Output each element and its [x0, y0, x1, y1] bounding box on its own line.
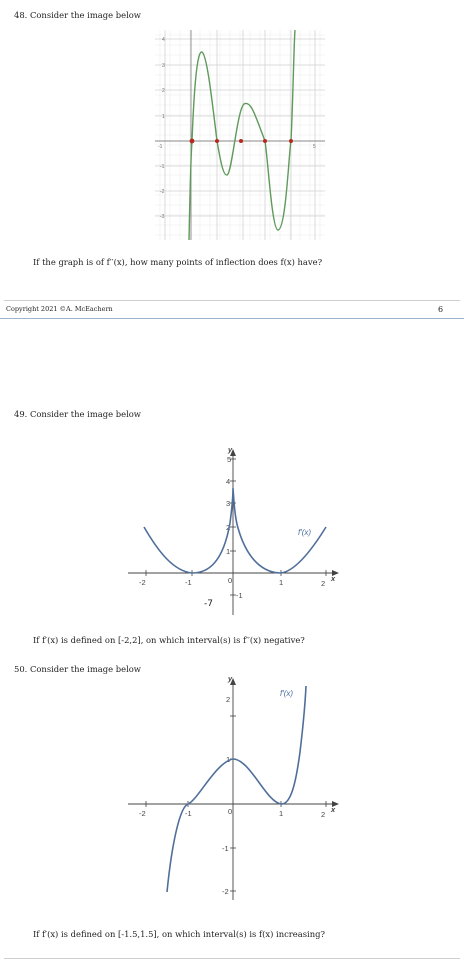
- q50-ytick-m1: -1: [222, 844, 229, 853]
- q48-question: If the graph is of f′′(x), how many points of inflection does f(x) have?: [33, 257, 323, 267]
- q50-ytick-1: 1: [226, 755, 231, 764]
- page-break: [0, 318, 464, 319]
- q49-ytick-2: 2: [226, 523, 231, 532]
- q49-ytick-m1: -1: [236, 591, 243, 600]
- footer-copyright: Copyright 2021 ©A. McEachern: [6, 305, 113, 313]
- q49-axis-y: y: [228, 445, 233, 454]
- q48-zero-0: [190, 139, 195, 144]
- q49-xtick-m1: -1: [185, 578, 192, 587]
- q49-xtick-1: 1: [279, 578, 284, 587]
- footer-rule-top: [4, 300, 460, 301]
- q48-zero-2: [239, 139, 243, 143]
- q48-heading: 48. Consider the image below: [14, 10, 141, 20]
- q48-grid: [155, 30, 325, 240]
- q48-ytick-m3: -3: [160, 214, 165, 220]
- q49-annotation: -7: [204, 599, 213, 609]
- q48-zero-1: [215, 139, 219, 143]
- q49-heading: 49. Consider the image below: [14, 409, 141, 419]
- q48-xtick-5: 5: [313, 144, 316, 150]
- q49-graph: [128, 443, 348, 615]
- footer-rule-bottom: [4, 958, 460, 959]
- q48-ytick-m1: -1: [160, 164, 165, 170]
- q50-xtick-m2: -2: [139, 809, 146, 818]
- q49-curve-label: f′(x): [298, 528, 312, 537]
- q48-ytick-1: 1: [162, 114, 165, 120]
- q50-question: If f′(x) is defined on [-1.5,1.5], on which interval(s) is f(x) increasing?: [33, 929, 325, 939]
- q50-graph: [128, 672, 348, 902]
- q49-xtick-2: 2: [321, 579, 326, 588]
- q50-ytick-m2: -2: [222, 887, 229, 896]
- q49-axis-x: x: [331, 574, 336, 583]
- q50-ytick-2: 2: [226, 695, 231, 704]
- q49-ytick-4: 4: [226, 477, 231, 486]
- q50-axis-x: x: [331, 805, 336, 814]
- q48-ytick-2: 2: [162, 88, 165, 94]
- q50-xtick-m1: -1: [185, 809, 192, 818]
- q49-xtick-0: 0: [228, 576, 233, 585]
- q48-zero-3: [263, 139, 267, 143]
- q50-xtick-1: 1: [279, 809, 284, 818]
- q49-ytick-5: 5: [227, 455, 232, 464]
- q48-ytick-3: 3: [162, 63, 165, 69]
- q49-xtick-m2: -2: [139, 578, 146, 587]
- q50-axis-y: y: [228, 674, 233, 683]
- q49-ytick-1: 1: [226, 547, 231, 556]
- q48-ytick-4: 4: [162, 37, 165, 43]
- q48-graph: [155, 30, 325, 240]
- q50-xtick-0: 0: [228, 807, 233, 816]
- q48-zero-4: [289, 139, 293, 143]
- q50-xtick-2: 2: [321, 810, 326, 819]
- q50-curve-label: f′(x): [280, 689, 294, 698]
- q50-heading: 50. Consider the image below: [14, 664, 141, 674]
- q49-ytick-3: 3: [226, 499, 231, 508]
- page-number: 6: [438, 305, 444, 314]
- q48-ytick-m2: -2: [160, 189, 165, 195]
- q50-curve: [167, 686, 306, 892]
- q49-question: If f′(x) is defined on [-2,2], on which interval(s) is f′′(x) negative?: [33, 635, 305, 645]
- q48-xtick-m1: -1: [158, 144, 163, 150]
